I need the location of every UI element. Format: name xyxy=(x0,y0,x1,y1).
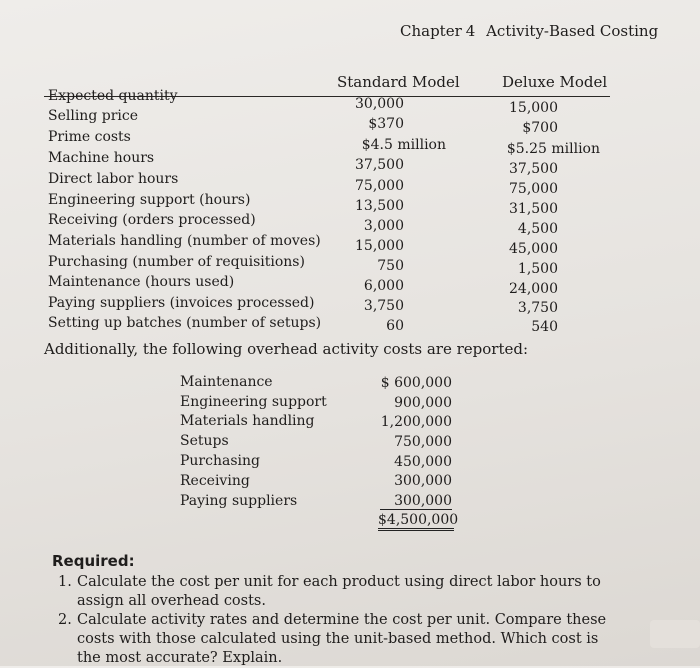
overhead-label: Materials handling xyxy=(180,413,315,429)
chapter-header xyxy=(400,22,658,40)
row-label: Selling price xyxy=(48,108,138,124)
standard-value: 30,000 xyxy=(355,96,404,112)
required-heading: Required: xyxy=(52,552,135,570)
overhead-label: Setups xyxy=(180,433,229,449)
deluxe-value: 3,750 xyxy=(517,300,558,316)
standard-value: 750 xyxy=(377,258,404,274)
overhead-intro: Additionally, the following overhead activity costs are reported: xyxy=(44,340,529,358)
overhead-label: Receiving xyxy=(180,473,250,489)
row-label: Paying suppliers (invoices processed) xyxy=(48,295,315,311)
deluxe-value: 31,500 xyxy=(509,201,558,217)
required-item-number: 2. xyxy=(58,612,72,628)
row-label: Direct labor hours xyxy=(48,171,179,187)
overhead-value: 300,000 xyxy=(380,493,452,510)
deluxe-value: 4,500 xyxy=(517,221,558,237)
chapter-title: Activity-Based Costing xyxy=(486,22,659,40)
deluxe-value: 1,500 xyxy=(517,261,558,277)
deluxe-value: 540 xyxy=(531,319,558,335)
overhead-value: $ 600,000 xyxy=(380,375,452,391)
chapter-word: Chapter xyxy=(400,22,462,40)
row-label: Purchasing (number of requisitions) xyxy=(48,254,305,270)
row-label: Engineering support (hours) xyxy=(48,192,251,208)
required-item-text: Calculate activity rates and determine the cost per unit. Compare these costs with those calculated using the unit-based method. Which cost is the most accurate? Explain. xyxy=(77,612,607,666)
required-item-1 xyxy=(58,573,618,611)
chapter-number: 4 xyxy=(465,22,476,40)
deluxe-value: $5.25 million xyxy=(506,141,600,157)
overhead-value: 750,000 xyxy=(394,434,452,450)
overhead-label: Paying suppliers xyxy=(180,493,298,509)
deluxe-value: 15,000 xyxy=(509,100,558,116)
deluxe-value: $700 xyxy=(522,120,558,136)
overhead-value: 900,000 xyxy=(394,395,452,411)
standard-value: 60 xyxy=(386,318,404,334)
standard-value: 15,000 xyxy=(355,238,404,254)
row-label: Materials handling (number of moves) xyxy=(48,233,321,249)
standard-value: $4.5 million xyxy=(361,137,446,153)
standard-value: 6,000 xyxy=(363,278,404,294)
overhead-label: Maintenance xyxy=(180,374,273,390)
corner-shadow xyxy=(650,620,700,648)
row-label: Prime costs xyxy=(48,129,131,145)
row-label: Expected quantity xyxy=(48,88,178,104)
deluxe-value: 24,000 xyxy=(509,281,558,297)
deluxe-value: 75,000 xyxy=(509,181,558,197)
standard-value: 37,500 xyxy=(355,157,404,173)
standard-value: 75,000 xyxy=(355,178,404,194)
row-label: Machine hours xyxy=(48,150,155,166)
required-item-2 xyxy=(58,611,618,668)
required-item-text: Calculate the cost per unit for each product using direct labor hours to assign all overhead costs. xyxy=(77,574,601,609)
standard-value: 13,500 xyxy=(355,198,404,214)
overhead-value: 300,000 xyxy=(394,473,452,489)
standard-value: $370 xyxy=(368,116,404,132)
overhead-total: $4,500,000 xyxy=(378,512,454,531)
overhead-label: Engineering support xyxy=(180,394,327,410)
overhead-label: Purchasing xyxy=(180,453,260,469)
deluxe-model-heading: Deluxe Model xyxy=(502,73,608,91)
row-label: Receiving (orders processed) xyxy=(48,212,256,228)
deluxe-value: 45,000 xyxy=(509,241,558,257)
overhead-value: 1,200,000 xyxy=(380,414,452,430)
overhead-value: 450,000 xyxy=(394,454,452,470)
required-item-number: 1. xyxy=(58,574,72,590)
row-label: Maintenance (hours used) xyxy=(48,274,235,290)
deluxe-value: 37,500 xyxy=(509,161,558,177)
row-label: Setting up batches (number of setups) xyxy=(48,315,322,331)
standard-value: 3,000 xyxy=(363,218,404,234)
standard-model-heading: Standard Model xyxy=(337,73,460,91)
standard-value: 3,750 xyxy=(363,298,404,314)
